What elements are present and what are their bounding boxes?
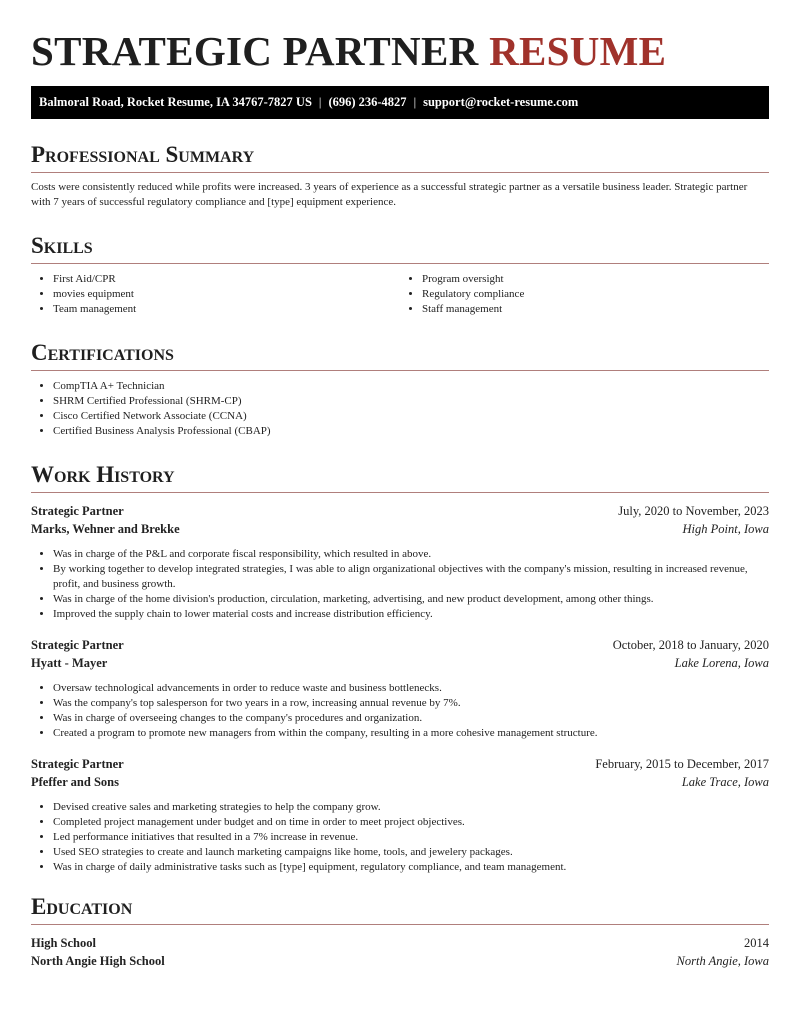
list-item: • SHRM Certified Professional (SHRM-CP) — [53, 394, 769, 409]
list-item: • Program oversight — [422, 272, 769, 287]
certifications-heading: Certifications — [31, 339, 769, 371]
education-school: North Angie High School — [31, 954, 165, 968]
list-item: • Led performance initiatives that resulted in a 7% increase in revenue. — [53, 830, 769, 845]
list-item: • First Aid/CPR — [53, 272, 400, 287]
list-item: • Completed project management under budget and on time in order to meet project objectives. — [53, 815, 769, 830]
skills-columns — [31, 264, 769, 317]
job-company: Hyatt - Mayer — [31, 656, 108, 670]
separator: | — [413, 95, 417, 109]
job-bullets — [31, 681, 769, 741]
title-main: STRATEGIC PARTNER — [31, 28, 479, 74]
list-item: • Staff management — [422, 302, 769, 317]
education-location: North Angie, Iowa — [676, 954, 769, 968]
skills-list-right — [400, 272, 769, 317]
contact-bar — [31, 86, 769, 119]
job-title: Strategic Partner — [31, 638, 124, 652]
summary-heading: Professional Summary — [31, 141, 769, 173]
education-degree: High School — [31, 936, 96, 950]
list-item: • Was in charge of the home division's production, circulation, marketing, advertising, and new product development, among other things. — [53, 592, 769, 607]
separator: | — [318, 95, 322, 109]
list-item: • Used SEO strategies to create and launch marketing campaigns like home, tools, and jewelery packages. — [53, 845, 769, 860]
skills-heading: Skills — [31, 232, 769, 264]
job-entry — [31, 755, 769, 875]
job-dates: July, 2020 to November, 2023 — [618, 504, 769, 518]
summary-text: Costs were consistently reduced while profits were increased. 3 years of experience as a successful strategic partner as a versatile business leader. Strategic partner with 7 years of successful regulatory compliance and [type] equipment experience. — [31, 181, 748, 208]
job-dates: February, 2015 to December, 2017 — [595, 757, 769, 771]
job-location: Lake Lorena, Iowa — [674, 656, 769, 670]
job-company: Pfeffer and Sons — [31, 775, 119, 789]
education-year: 2014 — [744, 936, 769, 950]
list-item: • movies equipment — [53, 287, 400, 302]
list-item: • Was in charge of the P&L and corporate fiscal responsibility, which resulted in above. — [53, 547, 769, 562]
job-title: Strategic Partner — [31, 757, 124, 771]
education-entry — [31, 934, 769, 970]
work-history-heading: Work History — [31, 461, 769, 493]
job-location: Lake Trace, Iowa — [681, 775, 769, 789]
list-item: • Was in charge of overseeing changes to the company's procedures and organization. — [53, 711, 769, 726]
list-item: • Was the company's top salesperson for two years in a row, increasing annual revenue by 7%. — [53, 696, 769, 711]
resume-title — [31, 26, 769, 76]
list-item: • Regulatory compliance — [422, 287, 769, 302]
list-item: • Created a program to promote new managers from within the company, resulting in a more cohesive management structure. — [53, 726, 769, 741]
list-item: • Team management — [53, 302, 400, 317]
job-entry — [31, 636, 769, 741]
job-company: Marks, Wehner and Brekke — [31, 522, 180, 536]
list-item: • Improved the supply chain to lower material costs and increase distribution efficiency. — [53, 607, 769, 622]
contact-phone: (696) 236-4827 — [328, 95, 407, 109]
list-item: • Certified Business Analysis Professional (CBAP) — [53, 424, 769, 439]
list-item: • Oversaw technological advancements in order to reduce waste and business bottlenecks. — [53, 681, 769, 696]
list-item: • By working together to develop integrated strategies, I was able to align organizational objectives with the company's mission, resulting in increased revenue, profit, and business growth. — [53, 562, 769, 592]
job-bullets — [31, 800, 769, 875]
list-item: • CompTIA A+ Technician — [53, 379, 769, 394]
education-heading: Education — [31, 893, 769, 925]
job-location: High Point, Iowa — [682, 522, 769, 536]
job-bullets — [31, 547, 769, 622]
list-item: • Devised creative sales and marketing strategies to help the company grow. — [53, 800, 769, 815]
contact-email: support@rocket-resume.com — [423, 95, 579, 109]
skills-list-left — [31, 272, 400, 317]
work-history — [31, 502, 769, 875]
certifications-list — [31, 379, 769, 439]
list-item: • Was in charge of daily administrative tasks such as [type] equipment, regulatory compliance, and team management. — [53, 860, 769, 875]
job-title: Strategic Partner — [31, 504, 124, 518]
list-item: • Cisco Certified Network Associate (CCNA) — [53, 409, 769, 424]
job-dates: October, 2018 to January, 2020 — [612, 638, 769, 652]
title-accent: RESUME — [489, 28, 667, 74]
contact-address: Balmoral Road, Rocket Resume, IA 34767-7827 US — [39, 95, 312, 109]
job-entry — [31, 502, 769, 622]
